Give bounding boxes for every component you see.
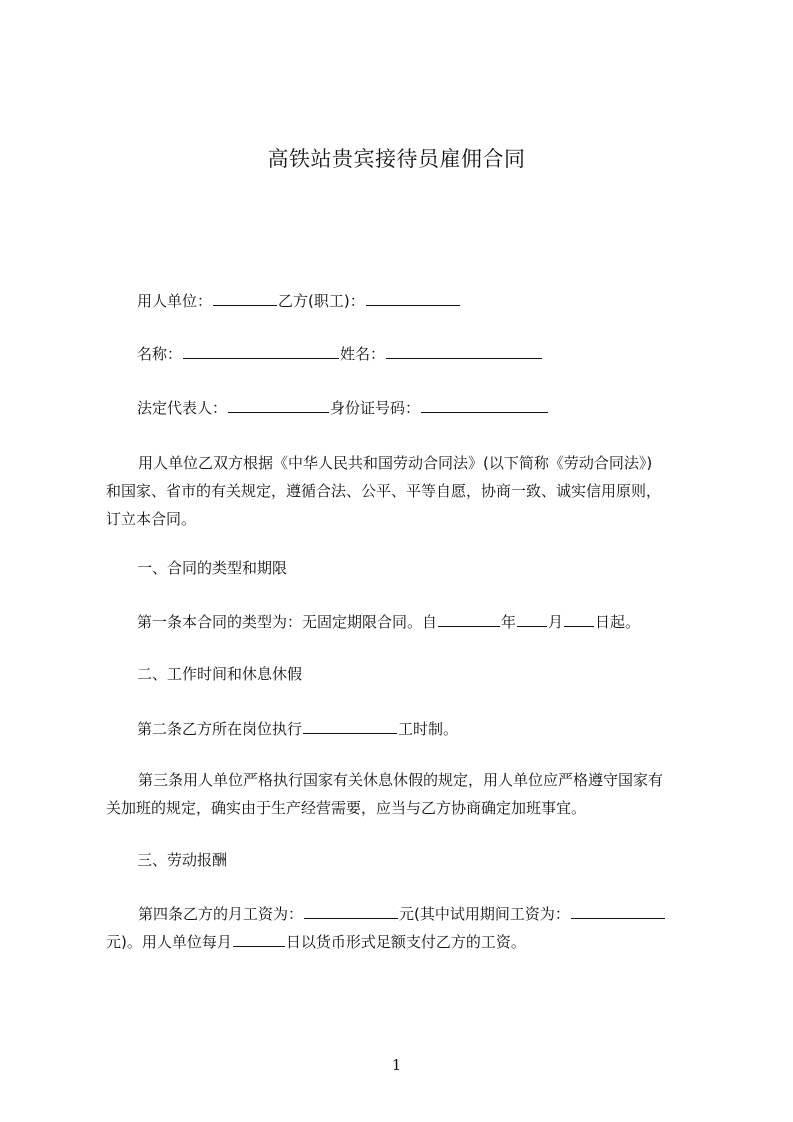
year-label: 年 [501, 613, 517, 631]
article-2 [137, 718, 458, 739]
article-1 [137, 611, 640, 632]
month-label: 月 [548, 613, 564, 631]
legal-rep-blank[interactable] [228, 397, 329, 413]
legal-rep-label: 法定代表人： [137, 399, 228, 417]
legal-rep-row [137, 397, 549, 418]
day-label: 日起。 [595, 613, 641, 631]
article-2-text: 第二条乙方所在岗位执行 [137, 720, 303, 738]
monthly-wage-blank[interactable] [304, 903, 398, 919]
section-3-heading: 三、劳动报酬 [137, 851, 228, 869]
start-year-blank[interactable] [438, 611, 500, 627]
name-row [137, 343, 543, 364]
id-number-blank[interactable] [421, 397, 548, 413]
article-4-paragraph [106, 900, 706, 956]
page-number: 1 [391, 1056, 402, 1074]
article-4-line-2-b: 日以货币形式足额支付乙方的工资。 [285, 933, 526, 951]
preamble-line-2: 和国家、省市的有关规定，遵循合法、公平、平等自愿，协商一致、诚实信用原则， [106, 482, 662, 500]
pay-day-blank[interactable] [233, 931, 285, 947]
article-2-suffix: 工时制。 [398, 720, 459, 738]
document-title: 高铁站贵宾接待员雇佣合同 [267, 147, 526, 171]
preamble-paragraph [106, 449, 706, 533]
name-label: 名称： [137, 345, 183, 363]
article-1-text: 第一条本合同的类型为：无固定期限合同。自 [137, 613, 438, 631]
person-name-label: 姓名： [340, 345, 386, 363]
name-blank[interactable] [183, 343, 339, 359]
employer-blank[interactable] [213, 290, 277, 306]
start-day-blank[interactable] [564, 611, 594, 627]
start-month-blank[interactable] [517, 611, 547, 627]
id-number-label: 身份证号码： [330, 399, 421, 417]
article-4-mid: 元(其中试用期间工资为： [399, 905, 570, 923]
employer-row [137, 290, 461, 311]
preamble-line-3: 订立本合同。 [106, 510, 197, 528]
employee-blank[interactable] [366, 290, 460, 306]
section-2-heading: 二、工作时间和休息休假 [137, 665, 303, 683]
employer-label: 用人单位： [137, 292, 213, 310]
work-hours-blank[interactable] [303, 718, 397, 734]
probation-wage-blank[interactable] [571, 903, 665, 919]
person-name-blank[interactable] [386, 343, 542, 359]
article-3-line-1: 第三条用人单位严格执行国家有关休息休假的规定，用人单位应严格遵守国家有 [138, 771, 664, 789]
article-4-line-2 [106, 928, 706, 956]
employee-label: 乙方(职工)： [278, 292, 365, 310]
article-4-text: 第四条乙方的月工资为： [138, 905, 304, 923]
article-4-line-1 [106, 900, 706, 928]
article-3-line-2: 关加班的规定，确实由于生产经营需要，应当与乙方协商确定加班事宜。 [106, 799, 587, 817]
article-4-line-2-a: 元)。用人单位每月 [106, 933, 232, 951]
article-3-paragraph [106, 766, 706, 822]
preamble-line-1: 用人单位乙双方根据《中华人民共和国劳动合同法》(以下简称《劳动合同法》) [138, 454, 653, 472]
section-1-heading: 一、合同的类型和期限 [137, 559, 288, 577]
